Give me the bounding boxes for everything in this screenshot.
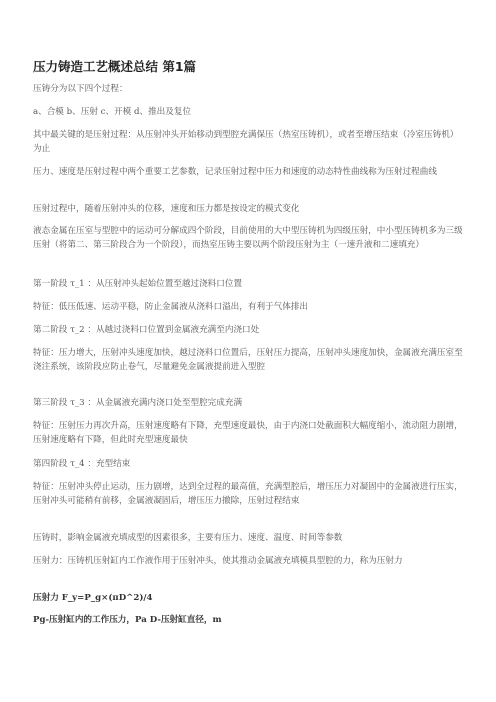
paragraph: 压力、速度是压射过程中两个重要工艺参数，记录压射过程中压力和速度的动态特性曲线称为压射过程曲线 <box>33 167 437 177</box>
paragraph: 第二阶段 τ_2 ：从越过浇料口位置到金属液充满至内浇口处 <box>33 325 260 335</box>
paragraph: 特征：压射冲头停止运动，压力剧增，达到全过程的最高值，充满型腔后，增压压力对凝固中的金属液进行压实，压射冲头可能稍有前移，金属液凝固后，增压压力撤除，压射过程结束 <box>33 482 463 506</box>
paragraph: 压铸时，影响金属液充填成型的因素很多，主要有压力、速度、温度、时间等参数 <box>33 533 343 543</box>
paragraph: 特征：压射压力再次升高，压射速度略有下降，充型速度最快，由于内浇口处截面积大幅度缩小，流动阻力剧增，压射速度略有下降，但此时充型速度最快 <box>33 421 463 445</box>
paragraph: 其中最关键的是压射过程：从压射冲头开始移动到型腔充满保压（热室压铸机），或者至增压结束（冷室压铸机）为止 <box>33 130 459 154</box>
formula: 压射力 F_y=P_g×(πD^2)/4 <box>33 593 153 603</box>
paragraph: 压铸分为以下四个过程： <box>33 84 128 94</box>
paragraph: 第一阶段 τ_1 ：从压射冲头起始位置至越过浇料口位置 <box>33 279 243 289</box>
paragraph: 液态金属在压室与型腔中的运动可分解成四个阶段，目前使用的大中型压铸机为四级压射，中小型压铸机多为三级压射（将第二、第三阶段合为一个阶段），而热室压铸主要以两个阶段压射为主（一速升液和二速填充） <box>33 226 463 250</box>
formula-variables: Pg-压射缸内的工作压力，Pa D-压射缸直径，m <box>33 615 222 625</box>
paragraph: 压射力：压铸机压射缸内工作液作用于压射冲头，使其推动金属液充填模具型腔的力，称为压射力 <box>33 556 403 566</box>
paragraph: 第四阶段 τ_4 ：充型结束 <box>33 459 131 469</box>
paragraph: 第三阶段 τ_3 ：从金属液充满内浇口处至型腔完成充满 <box>33 398 243 408</box>
document-title: 压力铸造工艺概述总结 第1篇 <box>33 59 197 74</box>
paragraph: 特征：低压低速、运动平稳，防止金属液从浇料口溢出，有利于气体排出 <box>33 302 309 312</box>
paragraph: a、合模 b、压射 c、开模 d、推出及复位 <box>33 107 192 117</box>
paragraph: 压射过程中，随着压射冲头的位移，速度和压力都是按设定的模式变化 <box>33 204 300 214</box>
paragraph: 特征：压力增大，压射冲头速度加快，越过浇料口位置后，压射压力提高，压射冲头速度加快，金属液充满压室至浇注系统，该阶段应防止卷气，尽量避免金属液提前进入型腔 <box>33 348 463 372</box>
